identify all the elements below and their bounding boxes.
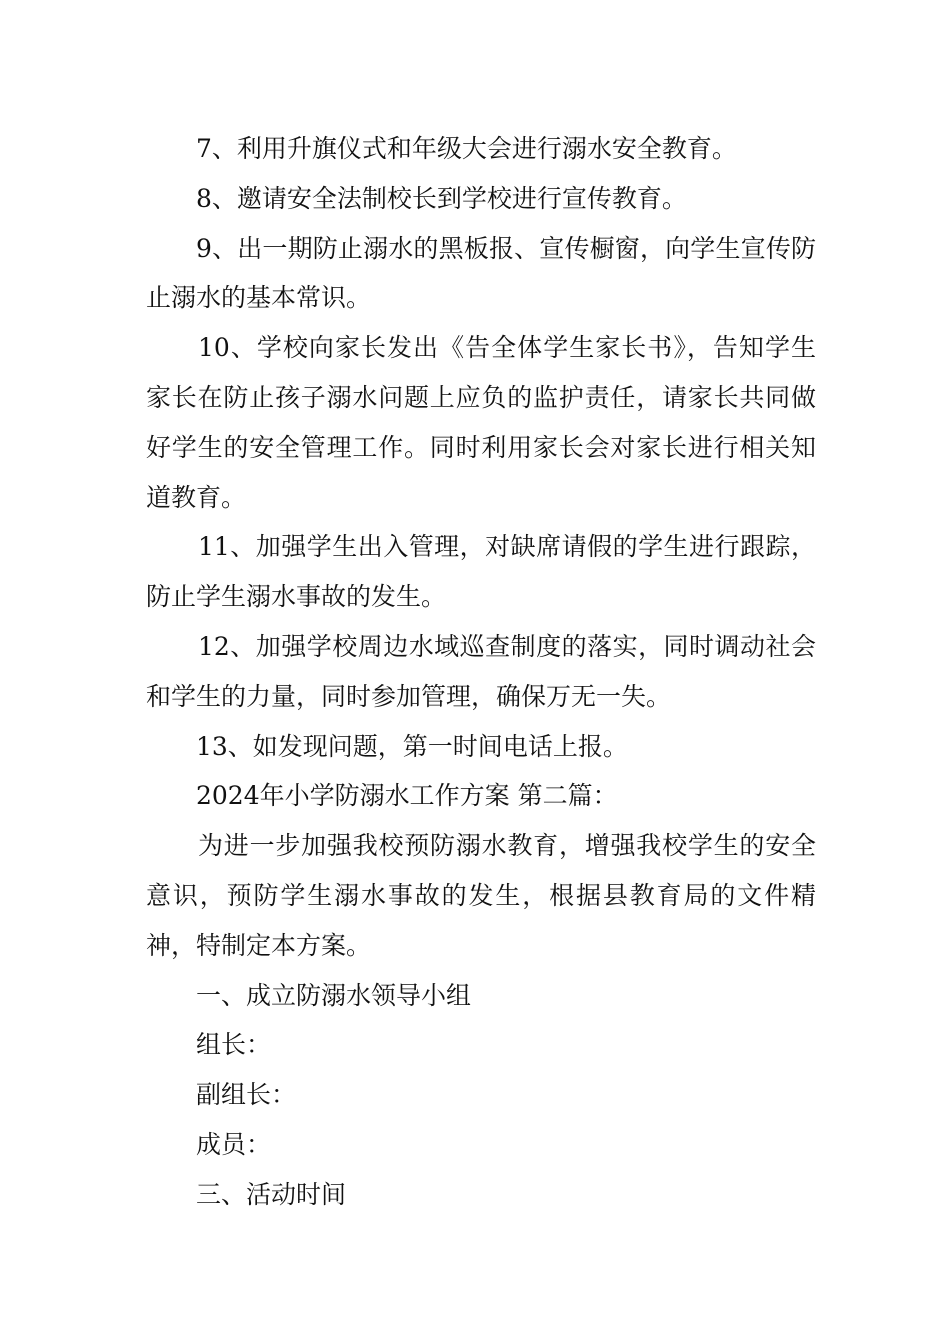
paragraph-item-11: 11、加强学生出入管理，对缺席请假的学生进行跟踪，防止学生溺水事故的发生。: [146, 532, 816, 612]
paragraph-item-13: 13、如发现问题，第一时间电话上报。: [196, 731, 628, 761]
intro-paragraph: 为进一步加强我校预防溺水教育，增强我校学生的安全意识，预防学生溺水事故的发生，根据县教育局的文件精神，特制定本方案。: [146, 831, 816, 960]
group-leader-line: 组长：: [196, 1030, 272, 1060]
section-heading-leadership-group: 一、成立防溺水领导小组: [196, 980, 472, 1010]
paragraph-item-10: 10、学校向家长发出《告全体学生家长书》，告知学生家长在防止孩子溺水问题上应负的监护责任，请家长共同做好学生的安全管理工作。同时利用家长会对家长进行相关知道教育。: [146, 333, 816, 512]
section-heading-activity-time: 三、活动时间: [196, 1179, 347, 1209]
paragraph-item-8: 8、邀请安全法制校长到学校进行宣传教育。: [196, 183, 687, 213]
deputy-leader-line: 副组长：: [196, 1080, 297, 1110]
paragraph-item-7: 7、利用升旗仪式和年级大会进行溺水安全教育。: [196, 134, 737, 163]
paragraph-item-12: 12、加强学校周边水域巡查制度的落实，同时调动社会和学生的力量，同时参加管理，确保万无一失。: [146, 631, 816, 711]
section-heading-second-plan: 2024年小学防溺水工作方案 第二篇：: [196, 781, 618, 811]
members-line: 成员：: [196, 1129, 272, 1159]
document-page: [146, 124, 816, 1220]
paragraph-item-9: 9、出一期防止溺水的黑板报、宣传橱窗，向学生宣传防止溺水的基本常识。: [146, 233, 816, 313]
